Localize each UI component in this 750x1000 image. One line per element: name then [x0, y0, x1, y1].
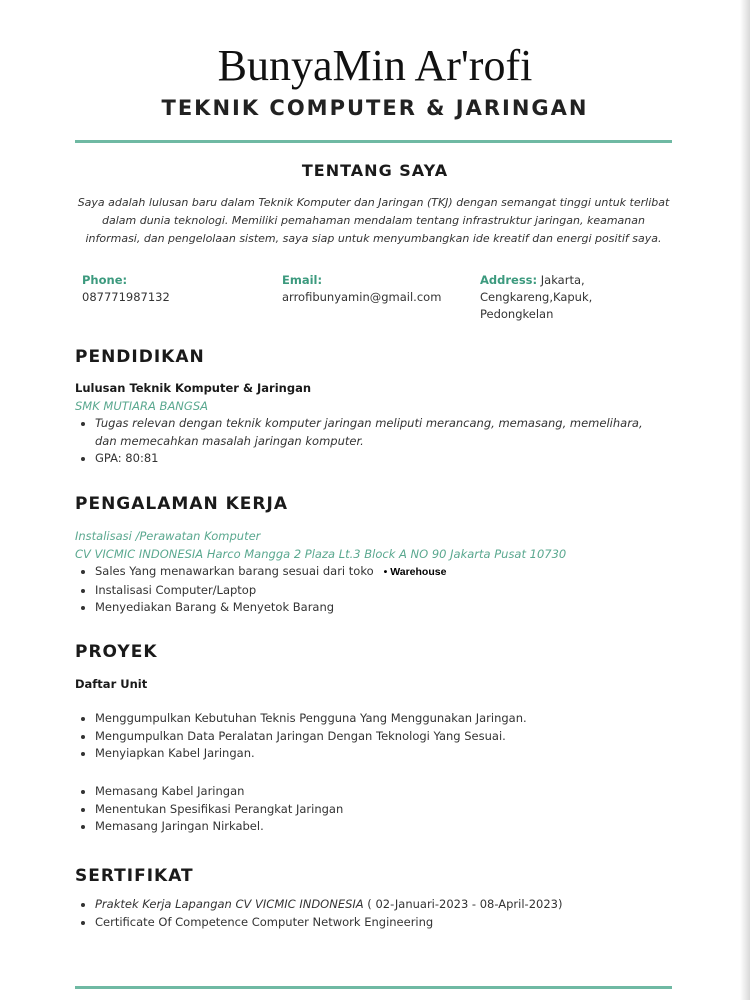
address-line: Cengkareng,Kapuk,: [480, 290, 593, 304]
list-item: [95, 896, 672, 914]
certificate-dates: ( 02-Januari-2023 - 08-April-2023): [363, 897, 563, 911]
email-value: arrofibunyamin@gmail.com: [282, 290, 442, 304]
page-edge-shadow: [740, 0, 750, 1000]
list-item: • Memasang Jaringan Nirkabel.: [95, 818, 672, 836]
address-label: Address:: [480, 273, 538, 287]
email-label: Email:: [282, 273, 323, 287]
certificates-heading: SERTIFIKAT: [75, 866, 194, 886]
bottom-divider: [75, 986, 672, 989]
education-heading: PENDIDIKAN: [75, 347, 205, 367]
phone-label: Phone:: [82, 273, 128, 287]
contact-email: [282, 272, 441, 306]
list-item-text: Sales Yang menawarkan barang sesuai dari toko: [95, 564, 374, 578]
projects-subheading: Daftar Unit: [75, 677, 148, 691]
list-item: [95, 563, 672, 582]
list-item: • Memasang Kabel Jaringan: [95, 783, 672, 801]
list-item: • Menyiapkan Kabel Jaringan.: [95, 745, 672, 763]
projects-heading: PROYEK: [75, 642, 158, 662]
projects-list-2: [75, 783, 672, 836]
address-line: Pedongkelan: [480, 307, 554, 321]
resume-name: BunyaMin Ar'rofi: [217, 41, 533, 90]
job-company: CV VICMIC INDONESIA Harco Mangga 2 Plaza Lt.3 Block A NO 90 Jakarta Pusat 10730: [75, 546, 567, 561]
list-item: • Mengumpulkan Data Peralatan Jaringan Dengan Teknologi Yang Sesuai.: [95, 728, 672, 746]
resume-title: TEKNIK COMPUTER & JARINGAN: [161, 96, 589, 120]
projects-list-1: [75, 710, 672, 763]
contact-phone: [82, 272, 170, 306]
address-line: Jakarta,: [540, 273, 585, 287]
list-item: • Menggumpulkan Kebutuhan Teknis Pengguna Yang Menggunakan Jaringan.: [95, 710, 672, 728]
list-item: • Instalisasi Computer/Laptop: [95, 582, 672, 600]
degree: Lulusan Teknik Komputer & Jaringan: [75, 381, 312, 395]
job-role: Instalisasi /Perawatan Komputer: [75, 529, 261, 543]
list-item: • GPA: 80:81: [95, 450, 672, 468]
education-section: [75, 380, 672, 468]
experience-heading: PENGALAMAN KERJA: [75, 494, 288, 514]
list-item: • Menyediakan Barang & Menyetok Barang: [95, 599, 672, 617]
experience-section: [75, 528, 672, 617]
list-item: • Tugas relevan dengan teknik komputer jaringan meliputi merancang, memasang, memelihara, dan memecahkan masalah jaringan komputer.: [95, 415, 672, 450]
list-item: • Certificate Of Competence Computer Network Engineering: [95, 914, 672, 932]
certificate-name: Praktek Kerja Lapangan CV VICMIC INDONESIA: [95, 897, 364, 911]
phone-value: 087771987132: [82, 290, 170, 304]
about-heading: TENTANG SAYA: [301, 161, 449, 180]
school: SMK MUTIARA BANGSA: [75, 398, 208, 413]
warehouse-note: • Warehouse: [383, 566, 447, 578]
about-text: Saya adalah lulusan baru dalam Teknik Komputer dan Jaringan (TKJ) dengan semangat tinggi untuk terlibat dalam dunia teknologi. Memiliki pemahaman mendalam tentang infrastruktur jaringan, keamanan informasi, dan pengelolaan sistem, saya siap untuk menyumbangkan ide kreatif dan energi positif saya.: [77, 196, 670, 245]
certificates-list: [75, 896, 672, 931]
contact-address: [480, 272, 592, 323]
list-item: • Menentukan Spesifikasi Perangkat Jaringan: [95, 801, 672, 819]
top-divider: [75, 140, 672, 143]
